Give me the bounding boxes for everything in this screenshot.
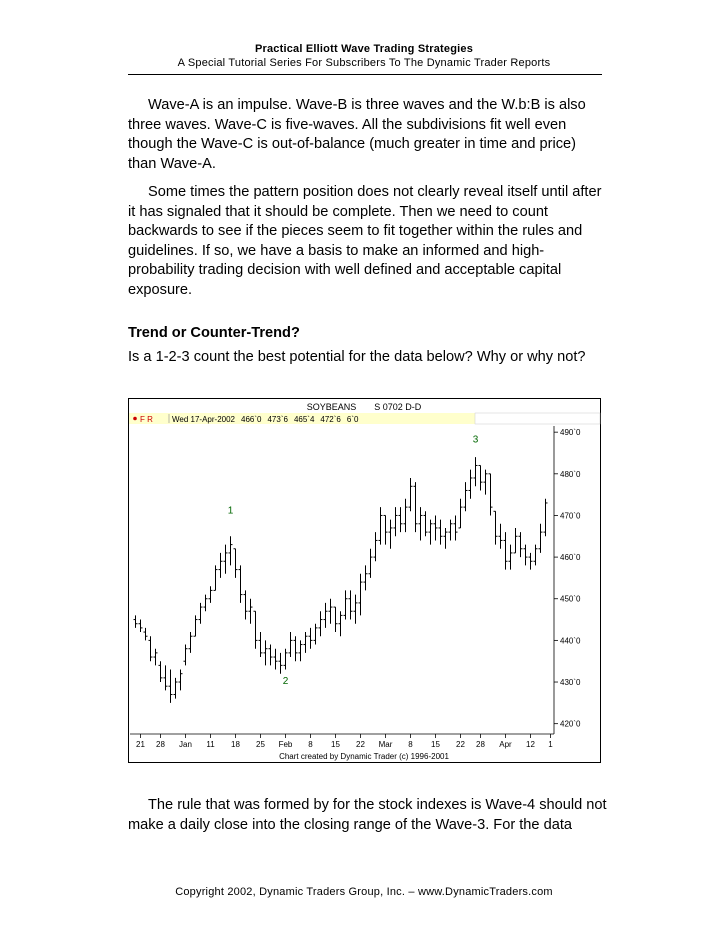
info-date: Wed 17-Apr-2002 bbox=[172, 415, 235, 424]
y-tick-label: 440`0 bbox=[560, 636, 581, 646]
header-rule bbox=[128, 74, 602, 75]
info-bar-marker: F R bbox=[140, 415, 153, 424]
price-chart bbox=[128, 398, 601, 763]
y-tick-label: 490`0 bbox=[560, 428, 581, 438]
x-tick-label: 8 bbox=[308, 740, 313, 749]
x-tick-label: Apr bbox=[499, 740, 512, 749]
x-tick-label: 28 bbox=[156, 740, 165, 749]
section-heading: Trend or Counter-Trend? bbox=[128, 325, 300, 341]
paragraph-2 bbox=[128, 183, 608, 300]
y-tick-label: 430`0 bbox=[560, 678, 581, 688]
page-footer: Copyright 2002, Dynamic Traders Group, Inc. – www.DynamicTraders.com bbox=[175, 886, 553, 898]
x-tick-label: 22 bbox=[356, 740, 365, 749]
x-tick-label: 15 bbox=[431, 740, 440, 749]
paragraph-3-text: The rule that was formed by for the stock indexes is Wave-4 should not make a daily close into the closing range of the Wave-3. For the data bbox=[128, 797, 607, 833]
running-header-subtitle: A Special Tutorial Series For Subscribers To The Dynamic Trader Reports bbox=[177, 57, 551, 69]
chart-svg bbox=[128, 398, 601, 763]
wave-label-3: 3 bbox=[472, 434, 479, 446]
x-tick-label: 1 bbox=[548, 740, 553, 749]
info-open: 466`0 bbox=[241, 415, 262, 424]
paragraph-2-text: Some times the pattern position does not clearly reveal itself until after it has signaled that it should be complete. Then we need to count backwards to see if the pieces seem to fit together within the rules and guidelines. If so, we have a basis to make an informed and high-probability trading decision with well defined and acceptable capital exposure. bbox=[128, 184, 602, 298]
x-tick-label: 12 bbox=[526, 740, 535, 749]
x-tick-label: 22 bbox=[456, 740, 465, 749]
chart-credit: Chart created by Dynamic Trader (c) 1996-2001 bbox=[279, 752, 449, 761]
x-tick-label: Mar bbox=[378, 740, 393, 749]
question-text: Is a 1-2-3 count the best potential for the data below? Why or why not? bbox=[128, 349, 586, 365]
info-high: 473`6 bbox=[267, 415, 288, 424]
chart-contract: S 0702 D-D bbox=[374, 402, 422, 412]
running-header-title: Practical Elliott Wave Trading Strategies bbox=[254, 43, 474, 55]
x-tick-label: 28 bbox=[476, 740, 485, 749]
x-tick-label: 21 bbox=[136, 740, 145, 749]
chart-frame bbox=[129, 399, 601, 763]
info-bar-dot bbox=[133, 417, 137, 421]
y-tick-label: 460`0 bbox=[560, 553, 581, 563]
paragraph-3 bbox=[128, 796, 608, 835]
wave-label-1: 1 bbox=[227, 505, 234, 517]
paragraph-1 bbox=[128, 96, 608, 174]
info-close: 472`6 bbox=[320, 415, 341, 424]
x-tick-label: Jan bbox=[179, 740, 192, 749]
x-tick-label: 11 bbox=[206, 740, 215, 749]
paragraph-1-text: Wave-A is an impulse. Wave-B is three waves and the W.b:B is also three waves. Wave-C is five-waves. All the subdivisions fit well even though the Wave-C is out-of-balance (much greater in time and price) than Wave-A. bbox=[128, 97, 586, 172]
x-tick-label: 8 bbox=[408, 740, 413, 749]
chart-title: SOYBEANS bbox=[306, 402, 357, 412]
x-tick-label: Feb bbox=[278, 740, 293, 749]
info-change: 6`0 bbox=[346, 415, 359, 424]
x-tick-label: 25 bbox=[256, 740, 265, 749]
wave-label-2: 2 bbox=[282, 676, 289, 688]
x-tick-label: 15 bbox=[331, 740, 340, 749]
info-low: 465`4 bbox=[293, 415, 315, 424]
y-tick-label: 450`0 bbox=[560, 594, 581, 604]
y-tick-label: 420`0 bbox=[560, 719, 581, 729]
y-tick-label: 470`0 bbox=[560, 511, 581, 521]
y-tick-label: 480`0 bbox=[560, 469, 581, 479]
x-tick-label: 18 bbox=[231, 740, 240, 749]
info-bar-blank bbox=[475, 413, 600, 424]
